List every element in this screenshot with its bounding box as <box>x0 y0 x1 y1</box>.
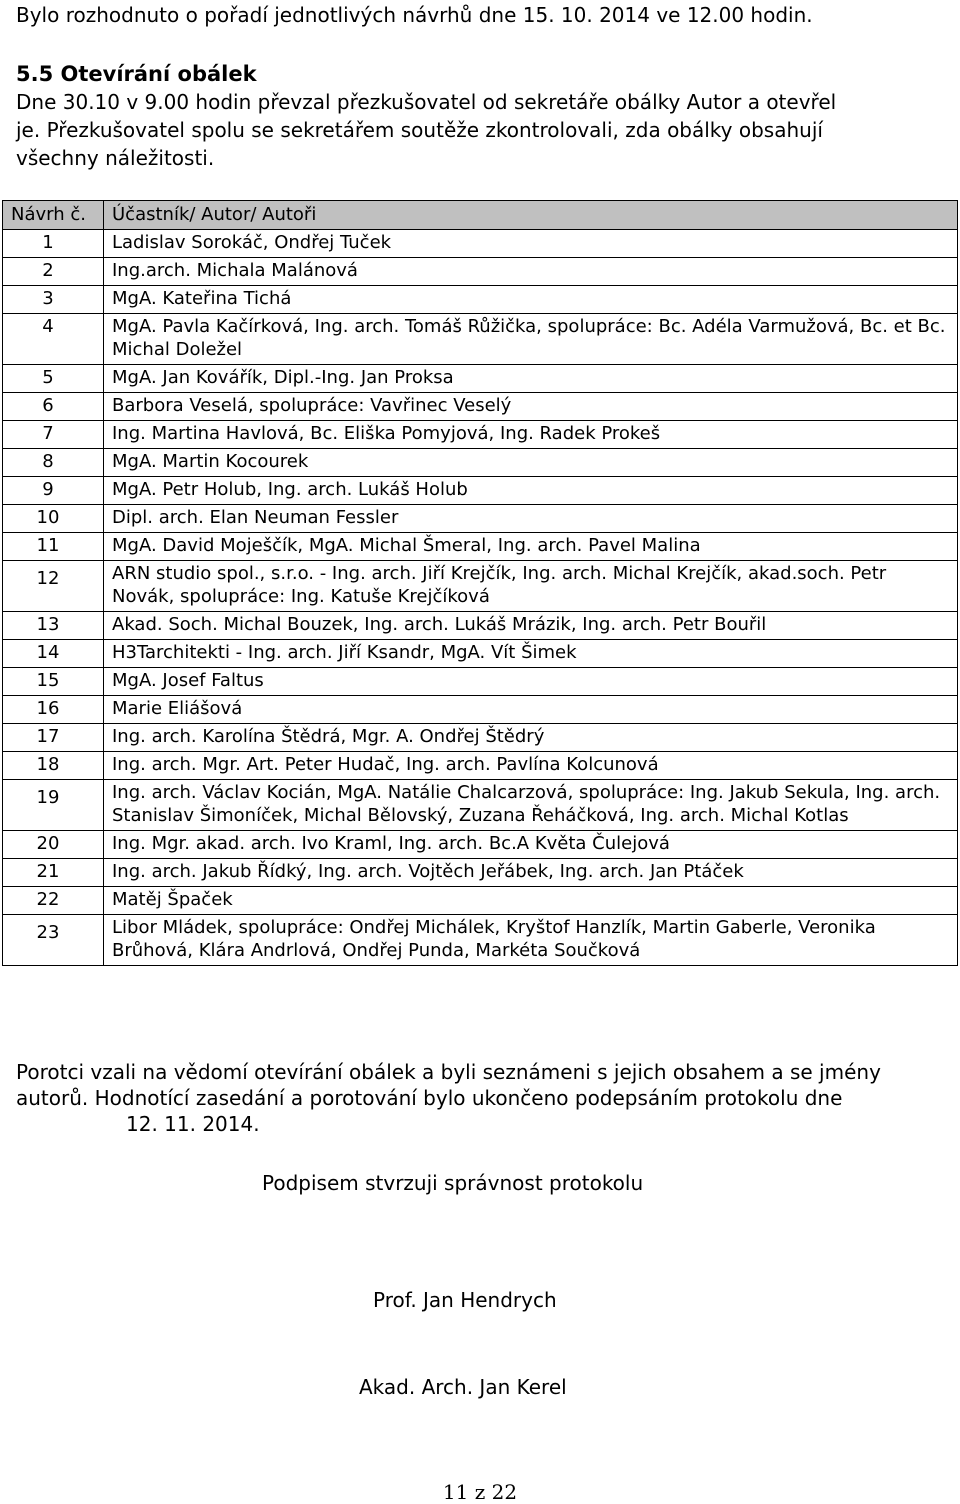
entry-number: 19 <box>3 780 104 831</box>
table-row <box>3 314 958 365</box>
entry-authors: Dipl. arch. Elan Neuman Fessler <box>104 505 958 533</box>
entry-number: 12 <box>3 561 104 612</box>
table-row <box>3 724 958 752</box>
entry-number: 2 <box>3 258 104 286</box>
intro-line-3: všechny náležitosti. <box>16 146 215 170</box>
entry-authors: Ing. arch. Václav Kocián, MgA. Natálie Chalcarzová, spolupráce: Ing. Jakub Sekula, Ing. arch. Stanislav Šimoníček, Michal Bělovský, Zuzana Řeháčková, Ing. arch. Michal Kotlas <box>104 780 958 831</box>
entry-authors: Ing. arch. Mgr. Art. Peter Hudač, Ing. arch. Pavlína Kolcunová <box>104 752 958 780</box>
table-row <box>3 612 958 640</box>
table-row <box>3 365 958 393</box>
entry-authors: MgA. Martin Kocourek <box>104 449 958 477</box>
entry-authors: Ing. Martina Havlová, Bc. Eliška Pomyjová, Ing. Radek Prokeš <box>104 421 958 449</box>
table-row <box>3 505 958 533</box>
table-row <box>3 887 958 915</box>
table-row <box>3 477 958 505</box>
entry-authors: MgA. Josef Faltus <box>104 668 958 696</box>
table-row <box>3 859 958 887</box>
entry-authors: MgA. Pavla Kačírková, Ing. arch. Tomáš Růžička, spolupráce: Bc. Adéla Varmužová, Bc. et Bc. Michal Doležel <box>104 314 958 365</box>
table-row <box>3 561 958 612</box>
table-row <box>3 915 958 966</box>
order-decision-line: Bylo rozhodnuto o pořadí jednotlivých návrhů dne 15. 10. 2014 ve 12.00 hodin. <box>16 3 813 27</box>
entry-number: 16 <box>3 696 104 724</box>
signer-1: Prof. Jan Hendrych <box>373 1288 557 1312</box>
entry-authors: MgA. David Moješčík, MgA. Michal Šmeral, Ing. arch. Pavel Malina <box>104 533 958 561</box>
entry-authors: Ing. Mgr. akad. arch. Ivo Kraml, Ing. arch. Bc.A Květa Čulejová <box>104 831 958 859</box>
table-row <box>3 286 958 314</box>
entry-authors: MgA. Petr Holub, Ing. arch. Lukáš Holub <box>104 477 958 505</box>
intro-line-1: Dne 30.10 v 9.00 hodin převzal přezkušovatel od sekretáře obálky Autor a otevřel <box>16 90 837 114</box>
entries-table <box>2 200 958 966</box>
entry-number: 7 <box>3 421 104 449</box>
page-number: 11 z 22 <box>442 1480 518 1504</box>
entry-number: 20 <box>3 831 104 859</box>
entry-number: 23 <box>3 915 104 966</box>
entry-number: 14 <box>3 640 104 668</box>
entry-authors: MgA. Jan Kovářík, Dipl.-Ing. Jan Proksa <box>104 365 958 393</box>
entry-number: 13 <box>3 612 104 640</box>
entry-number: 15 <box>3 668 104 696</box>
closing-paragraph <box>16 1059 916 1137</box>
entry-number: 10 <box>3 505 104 533</box>
entry-authors: Libor Mládek, spolupráce: Ondřej Michálek, Kryštof Hanzlík, Martin Gaberle, Veronika Brůhová, Klára Andrlová, Ondřej Punda, Markéta Součková <box>104 915 958 966</box>
entry-number: 4 <box>3 314 104 365</box>
table-row <box>3 258 958 286</box>
closing-date: 12. 11. 2014. <box>126 1112 260 1136</box>
entry-number: 9 <box>3 477 104 505</box>
entry-authors: Ing. arch. Jakub Řídký, Ing. arch. Vojtěch Jeřábek, Ing. arch. Jan Ptáček <box>104 859 958 887</box>
header-authors: Účastník/ Autor/ Autoři <box>104 201 958 230</box>
table-row <box>3 533 958 561</box>
entry-number: 17 <box>3 724 104 752</box>
entry-number: 5 <box>3 365 104 393</box>
entry-authors: Ing. arch. Karolína Štědrá, Mgr. A. Ondřej Štědrý <box>104 724 958 752</box>
entry-authors: Akad. Soch. Michal Bouzek, Ing. arch. Lukáš Mrázik, Ing. arch. Petr Bouřil <box>104 612 958 640</box>
table-row <box>3 449 958 477</box>
table-header-row <box>3 201 958 230</box>
table-body <box>3 230 958 966</box>
entry-number: 8 <box>3 449 104 477</box>
intro-line-2: je. Přezkušovatel spolu se sekretářem soutěže zkontrolovali, zda obálky obsahují <box>16 118 823 142</box>
table-row <box>3 668 958 696</box>
entry-number: 3 <box>3 286 104 314</box>
table-row <box>3 230 958 258</box>
entry-number: 1 <box>3 230 104 258</box>
entry-authors: Barbora Veselá, spolupráce: Vavřinec Veselý <box>104 393 958 421</box>
entry-number: 11 <box>3 533 104 561</box>
entry-authors: MgA. Kateřina Tichá <box>104 286 958 314</box>
signature-statement: Podpisem stvrzuji správnost protokolu <box>262 1171 644 1195</box>
table-row <box>3 696 958 724</box>
entry-authors: Ing.arch. Michala Malánová <box>104 258 958 286</box>
closing-text: Porotci vzali na vědomí otevírání obálek a byli seznámeni s jejich obsahem a se jmény autorů. Hodnotící zasedání a porotování bylo ukončeno podepsáním protokolu dne <box>16 1060 881 1110</box>
table-row <box>3 831 958 859</box>
section-title: 5.5 Otevírání obálek <box>16 62 257 86</box>
entry-authors: Matěj Špaček <box>104 887 958 915</box>
table-row <box>3 640 958 668</box>
entry-number: 21 <box>3 859 104 887</box>
table-row <box>3 421 958 449</box>
table-row <box>3 752 958 780</box>
entry-authors: H3Tarchitekti - Ing. arch. Jiří Ksandr, MgA. Vít Šimek <box>104 640 958 668</box>
entry-number: 22 <box>3 887 104 915</box>
signer-2: Akad. Arch. Jan Kerel <box>359 1375 567 1399</box>
table-row <box>3 780 958 831</box>
header-number: Návrh č. <box>3 201 104 230</box>
entry-number: 6 <box>3 393 104 421</box>
entry-authors: ARN studio spol., s.r.o. - Ing. arch. Jiří Krejčík, Ing. arch. Michal Krejčík, akad.soch. Petr Novák, spolupráce: Ing. Katuše Krejčíková <box>104 561 958 612</box>
entry-authors: Ladislav Sorokáč, Ondřej Tuček <box>104 230 958 258</box>
entry-number: 18 <box>3 752 104 780</box>
entry-authors: Marie Eliášová <box>104 696 958 724</box>
table-row <box>3 393 958 421</box>
